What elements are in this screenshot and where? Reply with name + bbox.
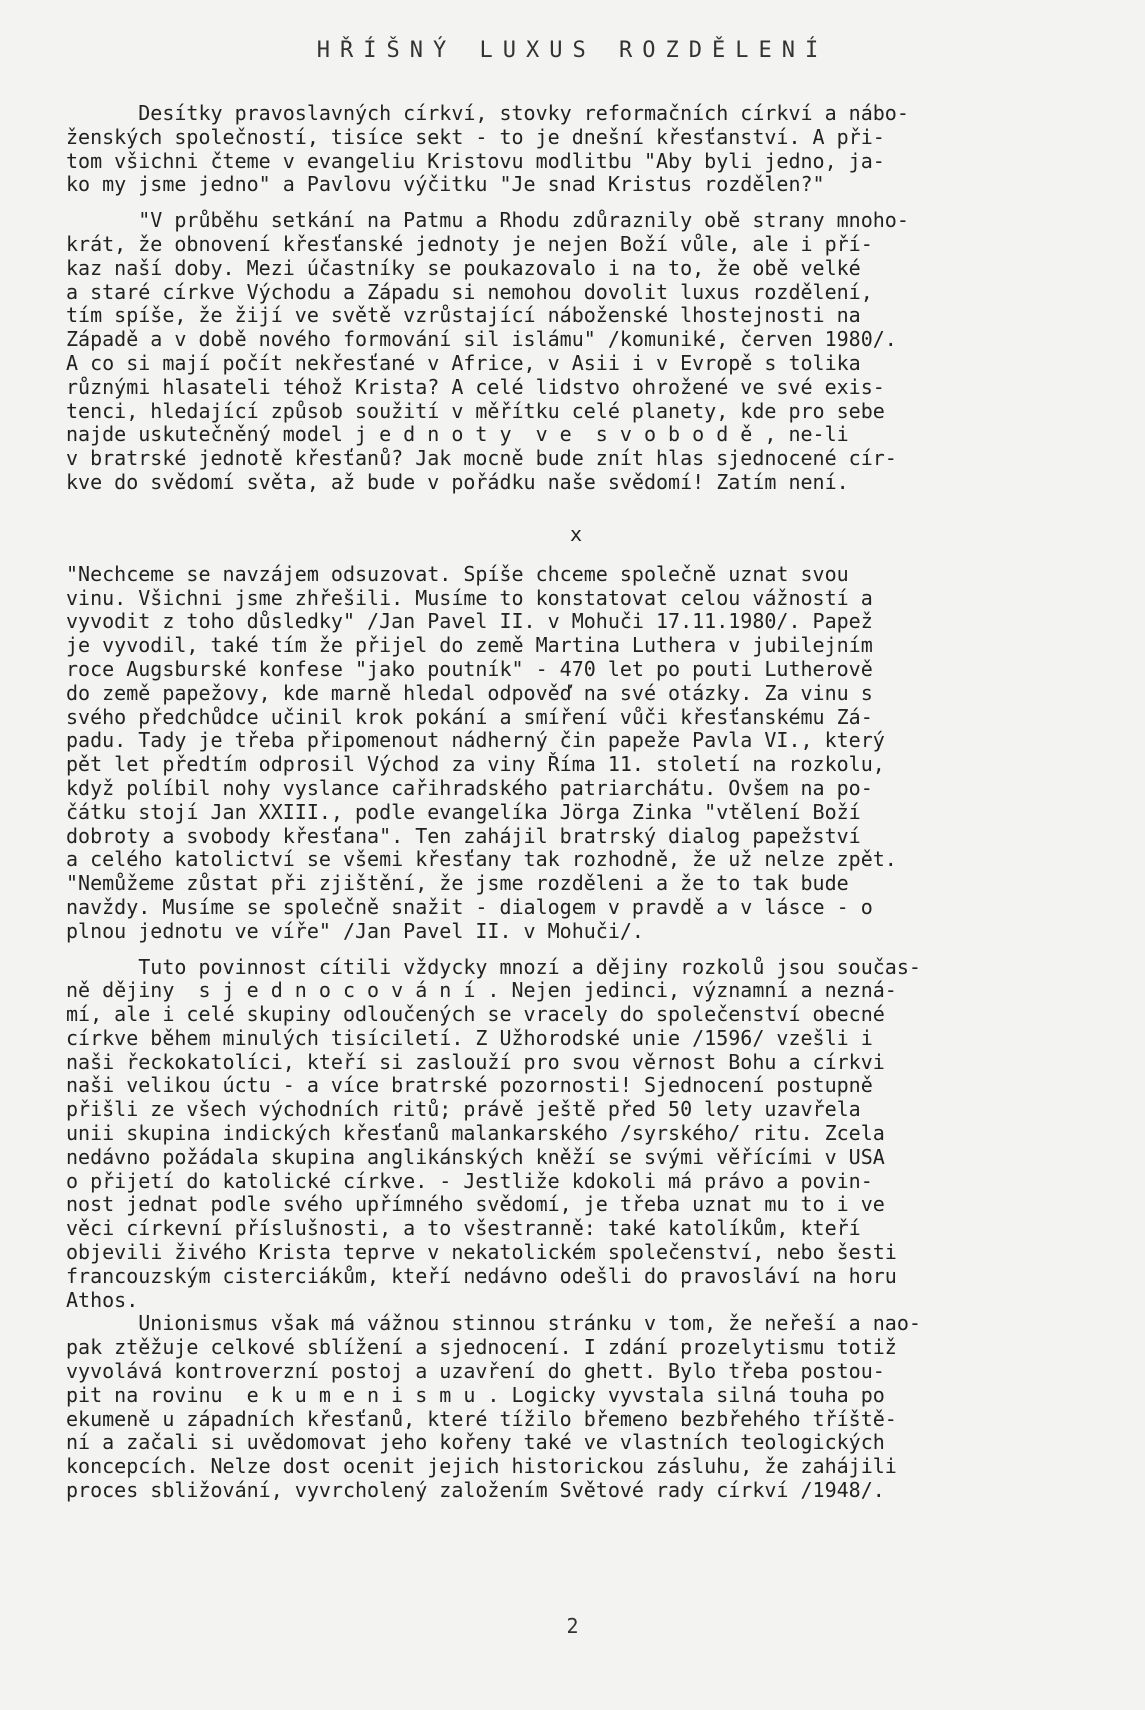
text-line: ekumeně u západních křesťanů, které tížilo břemeno bezbřehého tříště-: [66, 1406, 897, 1431]
section-separator: x: [569, 521, 583, 546]
paragraph-intro: [66, 102, 1086, 197]
text-line: padu. Tady je třeba připomenout nádherný čin papeže Pavla VI., který: [66, 728, 885, 753]
text-line: naši řeckokatolíci, kteří si zaslouží pro svou věrnost Bohu a církvi: [66, 1049, 885, 1074]
text-line: ženských společností, tisíce sekt - to je dnešní křesťanství. A při-: [66, 124, 885, 149]
text-line: vyvodit z toho důsledky" /Jan Pavel II. v Mohuči 17.11.1980/. Papež: [66, 609, 873, 634]
text-line: věci církevní příslušnosti, a to všestranně: také katolíkům, kteří: [66, 1216, 861, 1241]
text-line: Tuto povinnost cítili vždycky mnozí a dějiny rozkolů jsou součas-: [66, 954, 921, 979]
text-line: o přijetí do katolické církve. - Jestliže kdokoli má právo a povin-: [66, 1168, 873, 1193]
text-line: krát, že obnovení křesťanské jednoty je nejen Boží vůle, ale i pří-: [66, 231, 873, 256]
text-line: ní a začali si uvědomovat jeho kořeny také ve vlastních teologických: [66, 1430, 885, 1455]
text-line: přišli ze všech východních ritů; právě ještě před 50 lety uzavřela: [66, 1097, 861, 1122]
text-line: tím spíše, že žijí ve světě vzrůstající náboženské lhostejnosti na: [66, 303, 861, 328]
paragraph-unification-history: [66, 956, 1086, 1313]
text-line: tom všichni čteme v evangeliu Kristovu modlitbu "Aby byli jedno, ja-: [66, 148, 885, 173]
text-line: ně dějiny s j e d n o c o v á n í . Nejen jedinci, významní a nezná-: [66, 978, 897, 1003]
text-line: plnou jednotu ve víře" /Jan Pavel II. v Mohuči/.: [66, 918, 644, 943]
text-line: navždy. Musíme se společně snažit - dialogem v pravdě a v lásce - o: [66, 894, 873, 919]
paragraph-john-paul-ii: [66, 563, 1086, 944]
text-line: mí, ale i celé skupiny odloučených se vracely do společenství obecné: [66, 1002, 885, 1027]
text-line: "Nechceme se navzájem odsuzovat. Spíše chceme společně uznat svou: [66, 561, 849, 586]
page-number: 2: [566, 1614, 579, 1638]
text-line: různými hlasateli téhož Krista? A celé lidstvo ohrožené ve své exis-: [66, 374, 885, 399]
text-line: "V průběhu setkání na Patmu a Rhodu zdůraznily obě strany mnoho-: [66, 208, 909, 233]
text-line: je vyvodil, také tím že přijel do země Martina Luthera v jubilejním: [66, 633, 873, 658]
text-line: pit na rovinu e k u m e n i s m u . Logicky vyvstala silná touha po: [66, 1382, 885, 1407]
text-line: a staré církve Východu a Západu si nemohou dovolit luxus rozdělení,: [66, 279, 873, 304]
text-line: kve do svědomí světa, až bude v pořádku naše svědomí! Zatím není.: [66, 469, 849, 494]
text-line: roce Augsburské konfese "jako poutník" - 470 let po pouti Lutherově: [66, 656, 873, 681]
text-line: naši velikou úctu - a více bratrské pozornosti! Sjednocení postupně: [66, 1073, 873, 1098]
text-line: unii skupina indických křesťanů malankarského /syrského/ ritu. Zcela: [66, 1121, 885, 1146]
text-line: dobroty a svobody křesťana". Ten zahájil bratrský dialog papežství: [66, 823, 861, 848]
text-line: kaz naší doby. Mezi účastníky se poukazovalo i na to, že obě velké: [66, 255, 861, 280]
text-line: proces sbližování, vyvrcholený založením Světové rady církví /1948/.: [66, 1478, 885, 1503]
text-line: najde uskutečněný model j e d n o t y v e s v o b o d ě , ne-li: [66, 422, 849, 447]
text-line: objevili živého Krista teprve v nekatolickém společenství, nebo šesti: [66, 1240, 897, 1265]
text-line: pak ztěžuje celkové sblížení a sjednocení. I zdání prozelytismu totiž: [66, 1335, 897, 1360]
text-line: vinu. Všichni jsme zhřešili. Musíme to konstatovat celou vážností a: [66, 585, 873, 610]
text-line: ko my jsme jedno" a Pavlovu výčitku "Je snad Kristus rozdělen?": [66, 172, 825, 197]
text-line: A co si mají počít nekřesťané v Africe, v Asii i v Evropě s tolika: [66, 350, 861, 375]
text-line: do země papežovy, kde marně hledal odpověď na své otázky. Za vinu s: [66, 680, 873, 705]
text-line: v bratrské jednotě křesťanů? Jak mocně bude znít hlas sjednocené cír-: [66, 446, 897, 471]
text-line: "Nemůžeme zůstat při zjištění, že jsme rozděleni a že to tak bude: [66, 871, 849, 896]
text-line: pět let předtím odprosil Východ za viny Říma 11. století na rozkolu,: [66, 752, 885, 777]
text-line: svého předchůdce učinil krok pokání a smíření vůči křesťanskému Zá-: [66, 704, 873, 729]
text-line: koncepcích. Nelze dost ocenit jejich historickou zásluhu, že zahájili: [66, 1454, 897, 1479]
text-line: čátku stojí Jan XXIII., podle evangelíka Jörga Zinka "vtělení Boží: [66, 799, 861, 824]
text-line: Unionismus však má vážnou stinnou stránku v tom, že neřeší a nao-: [66, 1311, 921, 1336]
article-body: [66, 102, 1086, 1503]
paragraph-patmos-rhodes: [66, 209, 1086, 495]
text-line: Západě a v době nového formování sil islámu" /komuniké, červen 1980/.: [66, 327, 897, 352]
text-line: Athos.: [66, 1287, 139, 1312]
text-line: nedávno požádala skupina anglikánských kněží se svými věřícími v USA: [66, 1144, 885, 1169]
page-title: HŘÍŠNÝ LUXUS ROZDĚLENÍ: [316, 38, 829, 63]
text-line: když políbil nohy vyslance cařihradského patriarchátu. Ovšem na po-: [66, 775, 873, 800]
text-line: vyvolává kontroverzní postoj a uzavření do ghett. Bylo třeba postou-: [66, 1359, 885, 1384]
text-line: Desítky pravoslavných církví, stovky reformačních církví a nábo-: [66, 101, 909, 125]
paragraph-unionism: [66, 1312, 1086, 1502]
text-line: nost jednat podle svého upřímného svědomí, je třeba uznat mu to i ve: [66, 1192, 885, 1217]
text-line: a celého katolictví se všemi křesťany tak rozhodně, že už nelze zpět.: [66, 847, 897, 872]
text-line: francouzským cisterciákům, kteří nedávno odešli do pravosláví na horu: [66, 1263, 897, 1288]
text-line: církve během minulých tisíciletí. Z Užhorodské unie /1596/ vzešli i: [66, 1025, 873, 1050]
text-line: tenci, hledající způsob soužití v měřítku celé planety, kde pro sebe: [66, 398, 885, 423]
